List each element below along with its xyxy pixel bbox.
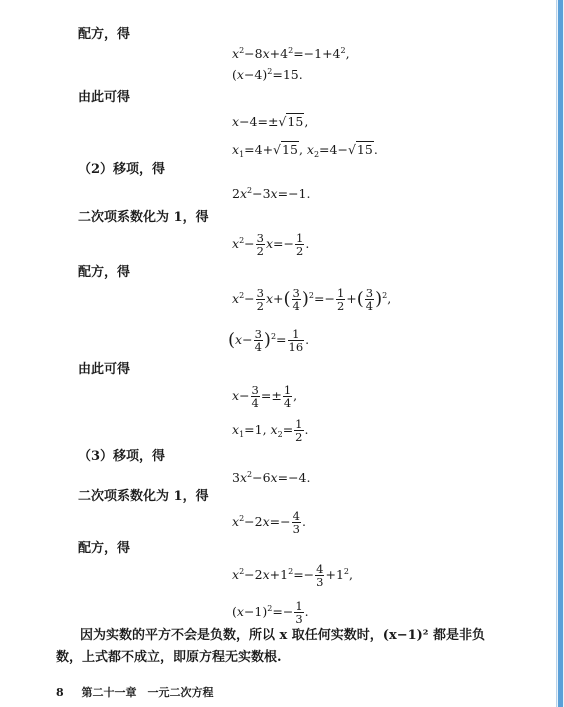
step-therefore-1: 由此可得: [78, 90, 131, 105]
equation-2b: $x^2-$ $\frac{3}{2}$ x=− $\frac{1}{2}$ .: [232, 231, 310, 258]
scrollbar-thumb[interactable]: [558, 0, 563, 707]
conclusion-line-1: 因为实数的平方不会是负数，所以 x 取任何实数时，(x−1)² 都是非负: [80, 628, 486, 643]
step-normalize-3: 二次项系数化为 1，得: [78, 489, 209, 504]
step-transpose-2: （2）移项，得: [78, 162, 166, 177]
step-complete-square-2: 配方，得: [78, 265, 131, 280]
equation-2c: $x^2-$ $\frac{3}{2}$ x+( $\frac{3}{4}$ )$^2$=− $\frac{1}{2}$ +( $\frac{3}{4}$ )$^2$,: [232, 286, 392, 313]
equation-2f: $x_1=1$, $x_2=$ $\frac{1}{2}$ .: [232, 417, 309, 444]
equation-3a: $3x^2-6x=-4$.: [232, 470, 311, 485]
step-normalize-2: 二次项系数化为 1，得: [78, 210, 209, 225]
equation-1c: x−4=±√15,: [232, 114, 309, 129]
equation-3d: $(x-1)^2=-$ $\frac{1}{3}$ .: [232, 599, 309, 626]
step-transpose-3: （3）移项，得: [78, 449, 166, 464]
equation-1a: $x^2-8x+4^2=-1+4^2$,: [232, 46, 350, 61]
step-therefore-2: 由此可得: [78, 362, 131, 377]
page-footer: [56, 684, 214, 700]
equation-3c: $x^2-2x+1^2=-$ $\frac{4}{3}$ $+1^2$,: [232, 562, 353, 589]
equation-1d: $x_1=4+√15$, $x_2=4-√15$.: [232, 142, 378, 159]
page-number: 8: [56, 686, 64, 699]
equation-2d: (x− $\frac{3}{4}$ )$^2$= $\frac{1}{16}$ .: [228, 327, 310, 354]
step-complete-square-1: 配方，得: [78, 27, 131, 42]
chapter-title: 第二十一章 一元二次方程: [81, 686, 214, 699]
step-complete-square-3: 配方，得: [78, 541, 131, 556]
conclusion-line-2: 数，上式都不成立，即原方程无实数根.: [56, 650, 282, 665]
vertical-scrollbar[interactable]: [556, 0, 564, 707]
equation-2a: $2x^2-3x=-1$.: [232, 186, 311, 201]
equation-1b: $(x-4)^2=15$.: [232, 67, 303, 82]
equation-3b: $x^2-2x=-$ $\frac{4}{3}$ .: [232, 509, 306, 536]
equation-2e: x− $\frac{3}{4}$ =± $\frac{1}{4}$ ,: [232, 383, 298, 410]
